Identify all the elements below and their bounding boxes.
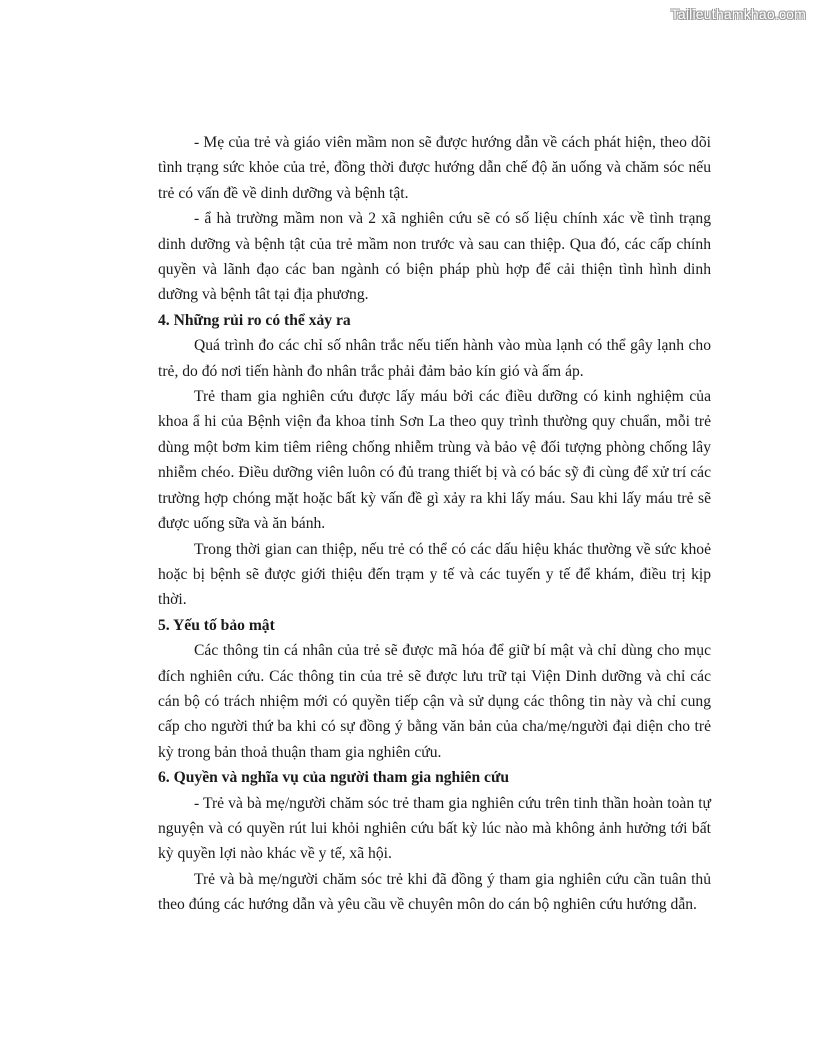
paragraph-mother-teacher-guidance: - Mẹ của trẻ và giáo viên mầm non sẽ được hướng dẫn về cách phát hiện, theo dõi tình trạng sức khỏe của trẻ, đồng thời được hướng dẫn chế độ ăn uống và chăm sóc nếu trẻ có vấn đề về dinh dưỡng và bệnh tật. — [158, 134, 711, 202]
section-heading-confidentiality: 5. Yếu tố bảo mật — [158, 616, 275, 634]
section-heading-risks: 4. Những rủi ro có thể xảy ra — [158, 311, 351, 329]
paragraph-anthropometry-cold: Quá trình đo các chỉ số nhân trắc nếu tiến hành vào mùa lạnh có thể gây lạnh cho trẻ, do đó nơi tiến hành đo nhân trắc phải đảm bảo kín gió và ấm áp. — [158, 337, 711, 380]
paragraph-voluntary-participation: - Trẻ và bà mẹ/người chăm sóc trẻ tham gia nghiên cứu trên tinh thần hoàn toàn tự nguyện và có quyền rút lui khỏi nghiên cứu bất kỳ lúc nào mà không ảnh hưởng tới bất kỳ quyền lợi nào khác về y tế, xã hội. — [158, 794, 711, 863]
document-body — [158, 130, 711, 918]
section-heading-participant-rights: 6. Quyền và nghĩa vụ của người tham gia nghiên cứu — [158, 769, 509, 787]
paragraph-participant-obligations: Trẻ và bà mẹ/người chăm sóc trẻ khi đã đồng ý tham gia nghiên cứu cần tuân thủ theo đúng các hướng dẫn và yêu cầu về chuyên môn do cán bộ nghiên cứu hướng dẫn. — [158, 870, 711, 914]
paragraph-blood-sampling: Trẻ tham gia nghiên cứu được lấy máu bởi các điều dưỡng có kinh nghiệm của khoa ẩ hi của Bệnh viện đa khoa tỉnh Sơn La theo quy trình thường quy chuẩn, mỗi trẻ dùng một bơm kim tiêm riêng chống nhiễm trùng và bảo vệ đối tượng phòng chống lây nhiễm chéo. Điều dưỡng viên luôn có đủ trang thiết bị và có bác sỹ đi cùng để xử trí các trường hợp chóng mặt hoặc bất kỳ vấn đề gì xảy ra khi lấy máu. Sau khi lấy máu trẻ sẽ được uống sữa và ăn bánh. — [158, 388, 711, 533]
paragraph-data-confidentiality: Các thông tin cá nhân của trẻ sẽ được mã hóa để giữ bí mật và chỉ dùng cho mục đích nghiên cứu. Các thông tin của trẻ sẽ được lưu trữ tại Viện Dinh dưỡng và chỉ các cán bộ có trách nhiệm mới có quyền tiếp cận và sử dụng các thông tin này và chỉ cung cấp cho người thứ ba khi có sự đồng ý bằng văn bản của cha/mẹ/người đại diện cho trẻ kỳ trong bản thoả thuận tham gia nghiên cứu. — [158, 642, 711, 761]
paragraph-intervention-referral: Trong thời gian can thiệp, nếu trẻ có thể có các dấu hiệu khác thường về sức khoẻ hoặc bị bệnh sẽ được giới thiệu đến trạm y tế và các tuyến y tế để khám, điều trị kịp thời. — [158, 540, 711, 609]
watermark-text: Tailieuthamkhao.com — [670, 6, 806, 22]
paragraph-school-commune-data: - ẩ hà trường mầm non và 2 xã nghiên cứu sẽ có số liệu chính xác về tình trạng dinh dưỡng và bệnh tật của trẻ mầm non trước và sau can thiệp. Qua đó, các cấp chính quyền và lãnh đạo các ban ngành có biện pháp phù hợp để cải thiện tình hình dinh dưỡng và bệnh tât tại địa phương. — [158, 210, 711, 304]
